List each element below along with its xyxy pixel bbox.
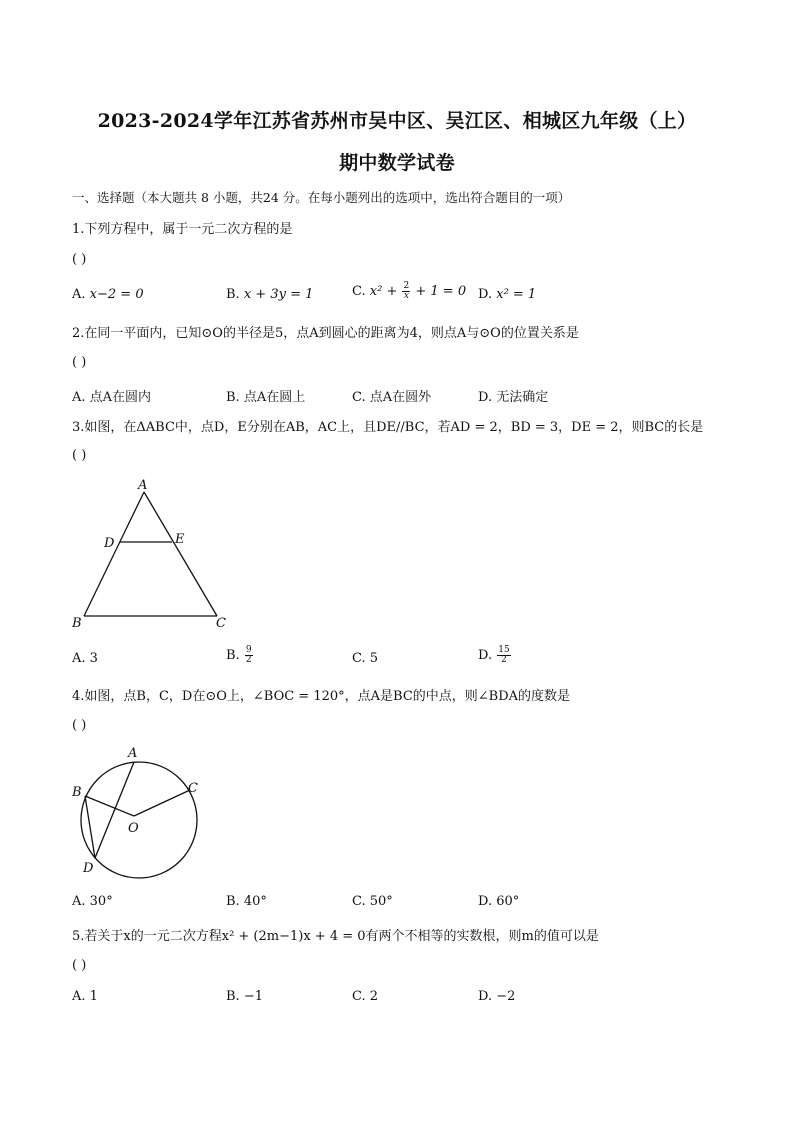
q1-option-c-numerator: 2 bbox=[403, 281, 410, 291]
q1-option-d-label: D. bbox=[478, 287, 493, 302]
q1-option-b[interactable] bbox=[226, 287, 313, 302]
q1-option-a[interactable] bbox=[72, 287, 144, 302]
q3-label-c: C bbox=[216, 616, 226, 631]
q3-label-b: B bbox=[72, 616, 82, 631]
exam-title-line1: 2023-2024学年江苏省苏州市吴中区、吴江区、相城区九年级（上） bbox=[97, 110, 697, 132]
q3-option-b-label: B. bbox=[226, 648, 240, 663]
q1-option-c-fraction bbox=[402, 282, 410, 301]
q4-paren: ( ) bbox=[72, 718, 87, 733]
q1-option-a-expr: x−2 = 0 bbox=[89, 287, 144, 302]
q4-circle-figure bbox=[62, 740, 222, 882]
q4-option-a[interactable]: A. 30° bbox=[72, 894, 113, 909]
q1-option-d[interactable] bbox=[478, 287, 536, 302]
q3-option-d-fraction bbox=[497, 646, 510, 665]
q4-circle bbox=[81, 762, 197, 878]
q5-stem: 5.若关于x的一元二次方程x² + (2m−1)x + 4 = 0有两个不相等的实数根，则m的值可以是 bbox=[72, 929, 599, 944]
section-heading: 一、选择题（本大题共 8 小题，共24 分。在每小题列出的选项中，选出符合题目的一项） bbox=[72, 190, 571, 205]
q4-label-c: C bbox=[188, 781, 198, 796]
q4-segment-ba bbox=[85, 796, 134, 816]
q3-option-b-numerator: 9 bbox=[245, 645, 252, 655]
q4-option-c[interactable]: C. 50° bbox=[352, 894, 393, 909]
q1-option-b-label: B. bbox=[226, 287, 240, 302]
q5-option-c[interactable]: C. 2 bbox=[352, 989, 379, 1004]
q3-option-d-label: D. bbox=[478, 648, 493, 663]
q4-chord-bd bbox=[85, 796, 95, 858]
q1-option-c-expr-pre: x² + bbox=[369, 284, 398, 299]
q1-option-c[interactable] bbox=[352, 282, 466, 301]
q4-label-b: B bbox=[72, 785, 82, 800]
q4-stem: 4.如图，点B，C，D在⊙O上，∠BOC = 120°，点A是BC的中点，则∠BDA的度数是 bbox=[72, 689, 571, 704]
q4-label-d: D bbox=[83, 861, 94, 876]
q3-label-a: A bbox=[138, 478, 148, 493]
q2-paren: ( ) bbox=[72, 355, 87, 370]
q3-option-a[interactable]: A. 3 bbox=[72, 651, 98, 666]
q3-option-d[interactable] bbox=[478, 646, 512, 665]
q3-option-b-fraction bbox=[245, 646, 253, 665]
q3-side-ac bbox=[144, 492, 217, 616]
q3-option-d-denominator: 2 bbox=[501, 655, 507, 665]
q3-side-ab bbox=[84, 492, 144, 616]
exam-title-line2: 期中数学试卷 bbox=[339, 152, 455, 174]
q2-option-a[interactable]: A. 点A在圆内 bbox=[72, 390, 152, 405]
q1-option-b-expr: x + 3y = 1 bbox=[243, 287, 314, 302]
q3-option-d-numerator: 15 bbox=[498, 645, 510, 655]
q3-triangle-figure bbox=[62, 472, 242, 634]
q5-option-b[interactable]: B. −1 bbox=[226, 989, 263, 1004]
q3-option-c[interactable]: C. 5 bbox=[352, 651, 379, 666]
q1-option-c-label: C. bbox=[352, 284, 366, 299]
q3-paren: ( ) bbox=[72, 448, 87, 463]
q5-option-d[interactable]: D. −2 bbox=[478, 989, 516, 1004]
q3-option-b[interactable] bbox=[226, 646, 254, 665]
q2-option-b[interactable]: B. 点A在圆上 bbox=[226, 390, 306, 405]
q2-stem: 2.在同一平面内，已知⊙O的半径是5，点A到圆心的距离为4，则点A与⊙O的位置关系是 bbox=[72, 326, 579, 341]
q5-option-a[interactable]: A. 1 bbox=[72, 989, 98, 1004]
q1-stem: 1.下列方程中，属于一元二次方程的是 bbox=[72, 222, 293, 237]
q3-label-e: E bbox=[175, 532, 185, 547]
q5-paren: ( ) bbox=[72, 958, 87, 973]
q3-option-b-denominator: 2 bbox=[245, 655, 252, 665]
q4-option-b[interactable]: B. 40° bbox=[226, 894, 267, 909]
q4-option-d[interactable]: D. 60° bbox=[478, 894, 520, 909]
q4-segment-oc bbox=[134, 790, 190, 816]
q3-label-d: D bbox=[104, 536, 115, 551]
q1-option-d-expr: x² = 1 bbox=[496, 287, 537, 302]
q1-option-a-label: A. bbox=[72, 287, 86, 302]
q1-option-c-denominator: x bbox=[403, 291, 409, 301]
q2-option-d[interactable]: D. 无法确定 bbox=[478, 390, 549, 405]
q4-label-a: A bbox=[128, 746, 138, 761]
q2-option-c[interactable]: C. 点A在圆外 bbox=[352, 390, 432, 405]
q1-paren: ( ) bbox=[72, 252, 87, 267]
q3-stem: 3.如图，在ΔABC中，点D，E分别在AB，AC上，且DE//BC，若AD = 2，BD = 3，DE = 2，则BC的长是 bbox=[72, 420, 704, 435]
q1-option-c-expr-post: + 1 = 0 bbox=[415, 284, 467, 299]
q4-label-o: O bbox=[128, 821, 139, 836]
